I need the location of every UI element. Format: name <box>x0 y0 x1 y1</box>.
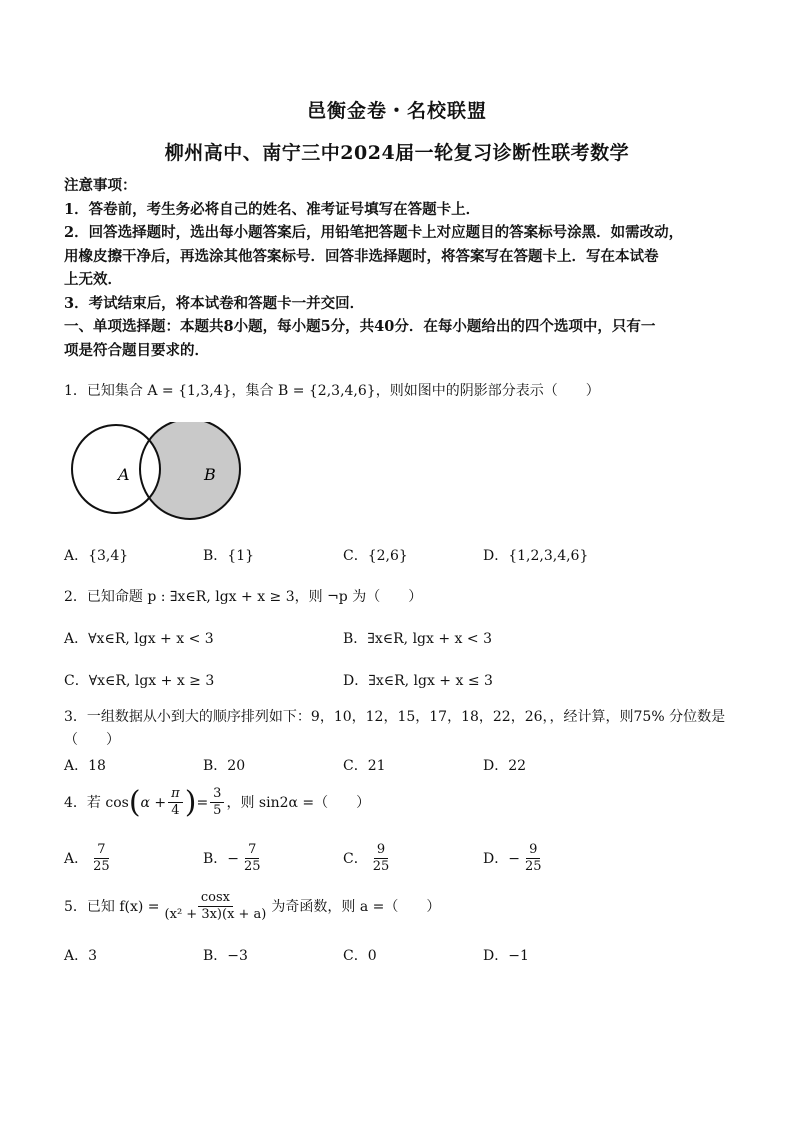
exam-series-title: 邑衡金卷・名校联盟 <box>306 100 487 122</box>
q4-option-b <box>203 842 266 875</box>
q5-option-d: D．−1 <box>483 948 529 964</box>
q2-option-c: C．∀x∈R, lgx + x ≥ 3 <box>64 673 215 689</box>
q5-suffix: 为奇函数，则 a =（ ） <box>271 898 441 915</box>
venn-diagram <box>66 422 246 522</box>
q4-equals: = <box>196 794 209 811</box>
q4-pi-over-four <box>168 786 183 819</box>
notes-item-2-line-3: 上无效． <box>64 271 122 288</box>
q4-option-b-num: 7 <box>245 842 259 859</box>
section-heading-line-2: 项是符合题目要求的． <box>64 341 209 359</box>
question-4-stem <box>64 786 370 819</box>
q3-option-d: D．22 <box>483 758 527 774</box>
q4-option-a-den: 25 <box>93 859 110 874</box>
q4-three-fifths <box>210 786 224 819</box>
q4-option-c <box>343 842 394 875</box>
q5-numerator: cosx <box>198 890 233 907</box>
venn-label-a: A <box>118 465 130 484</box>
q3-option-a: A．18 <box>64 758 106 774</box>
q1-option-c: C．{2,6} <box>343 548 408 564</box>
question-1-stem: 1．已知集合 A = {1,3,4}，集合 B = {2,3,4,6}，则如图中的阴影部分表示（ ） <box>64 383 600 399</box>
q2-option-a: A．∀x∈R, lgx + x < 3 <box>64 631 214 647</box>
q4-open-paren: ( <box>128 784 141 820</box>
q4-option-d-label: D． <box>483 850 509 867</box>
q4-option-d-den: 25 <box>524 859 542 874</box>
q4-option-a-fraction <box>90 842 113 875</box>
q4-close-paren: ) <box>184 784 197 820</box>
q2-option-d: D．∃x∈R, lgx + x ≤ 3 <box>343 673 493 689</box>
exam-title: 柳州高中、南宁三中2024届一轮复习诊断性联考数学 <box>164 142 630 164</box>
q4-option-a <box>64 842 115 875</box>
q5-option-a: A．3 <box>64 948 98 964</box>
q4-option-d-num: 9 <box>526 842 540 859</box>
q1-option-d: D．{1,2,3,4,6} <box>483 548 589 564</box>
q5-fraction <box>162 890 270 923</box>
notes-item-3: 3．考试结束后，将本试卷和答题卡一并交回． <box>64 294 365 312</box>
q1-option-a: A．{3,4} <box>64 548 129 564</box>
q4-option-b-sign: − <box>227 850 240 867</box>
q4-option-c-den: 25 <box>372 859 390 874</box>
q4-four: 4 <box>171 803 180 818</box>
instructions <box>64 174 736 362</box>
notes-item-2-line-2: 用橡皮擦干净后，再选涂其他答案标号．回答非选择题时，将答案写在答题卡上．写在本试卷 <box>64 247 659 265</box>
q4-option-a-num: 7 <box>94 842 108 859</box>
q4-alpha-plus: α + <box>140 794 167 811</box>
question-3-stem: 3．一组数据从小到大的顺序排列如下：9，10，12，15，17，18，22，26，，经计算，则75% 分位数是 <box>64 709 726 725</box>
question-5-stem <box>64 890 440 923</box>
venn-label-b: B <box>204 465 216 484</box>
q4-option-b-fraction <box>241 842 264 875</box>
q3-option-b: B．20 <box>203 758 246 774</box>
notes-item-1: 1．答卷前，考生务必将自己的姓名、准考证号填写在答题卡上． <box>64 200 481 218</box>
q5-option-c: C．0 <box>343 948 377 964</box>
q4-option-c-label: C． <box>343 850 368 867</box>
notes-item-2-line-1: 2．回答选择题时，选出每小题答案后，用铅笔把答题卡上对应题目的答案标号涂黑．如需改动， <box>64 224 684 241</box>
q4-option-b-den: 25 <box>244 859 261 874</box>
q4-suffix: ，则 sin2α =（ ） <box>226 794 371 811</box>
q4-option-d <box>483 842 547 875</box>
q1-option-b: B．{1} <box>203 548 255 564</box>
q4-option-c-num: 9 <box>374 842 388 859</box>
question-2-stem: 2．已知命题 p : ∃x∈R, lgx + x ≥ 3，则 ¬p 为（ ） <box>64 589 423 605</box>
q4-five: 5 <box>213 803 222 818</box>
question-3-answer-paren: （ ） <box>64 732 120 748</box>
section-heading-line-1: 一、单项选择题：本题共8小题，每小题5分，共40分．在每小题给出的四个选项中，只有一 <box>64 318 656 335</box>
q4-option-b-label: B． <box>203 850 228 867</box>
q3-option-c: C．21 <box>343 758 386 774</box>
q4-option-a-label: A． <box>64 850 89 867</box>
q2-option-b: B．∃x∈R, lgx + x < 3 <box>343 631 492 647</box>
q5-option-b: B．−3 <box>203 948 248 964</box>
q4-prefix: 4．若 cos <box>64 794 129 811</box>
notes-heading: 注意事项： <box>64 177 137 194</box>
q5-denominator: (x² + 3x)(x + a) <box>164 907 267 922</box>
q4-pi: π <box>168 786 183 803</box>
q5-prefix: 5．已知 f(x) = <box>64 898 160 915</box>
q4-three: 3 <box>210 786 224 803</box>
q4-option-d-fraction <box>522 842 545 875</box>
q4-option-d-sign: − <box>508 850 520 867</box>
q4-option-c-fraction <box>370 842 393 875</box>
